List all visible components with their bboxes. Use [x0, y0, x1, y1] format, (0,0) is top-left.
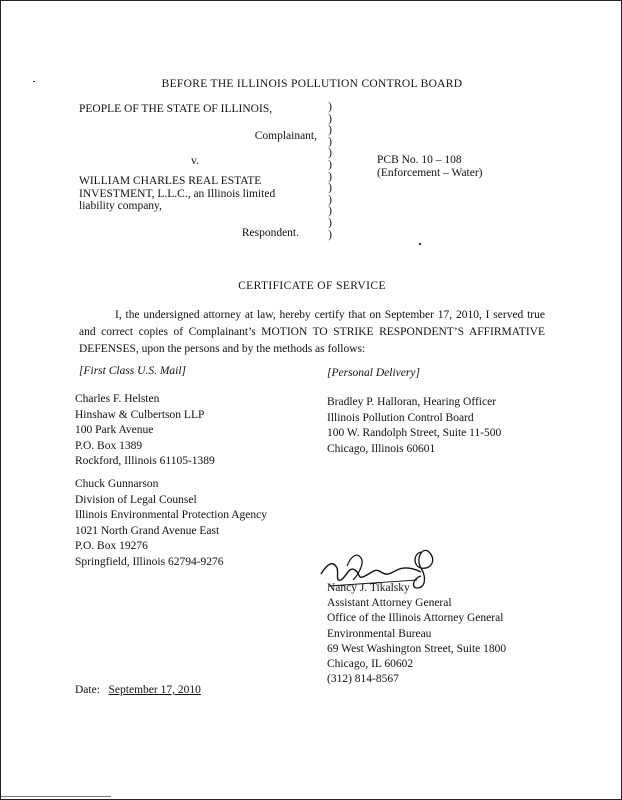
versus: v.: [191, 155, 199, 167]
date-label: Date:: [75, 684, 100, 696]
date-line: [75, 683, 201, 697]
left-service-method: [First Class U.S. Mail]: [79, 365, 187, 377]
header-title: BEFORE THE ILLINOIS POLLUTION CONTROL BOARD: [161, 78, 463, 90]
caption-parentheses: ) ) ) ) ) ) ) ) ) ) ) ): [328, 101, 332, 241]
signature-block: Nancy J. Tikalsky Assistant Attorney General Office of the Illinois Attorney General Environmental Bureau 69 West Washington Street, Suite 1800 Chicago, IL 60602 (312) 814-8567: [327, 582, 507, 686]
scan-edge-line: [1, 796, 111, 797]
certificate-heading: CERTIFICATE OF SERVICE: [238, 280, 386, 292]
scan-speck: [419, 243, 421, 245]
scan-speck: [33, 81, 35, 82]
defendant-name: WILLIAM CHARLES REAL ESTATE INVESTMENT, L.L.C., an Illinois limited liability company,: [79, 175, 276, 212]
plaintiff-name: PEOPLE OF THE STATE OF ILLINOIS,: [79, 103, 273, 115]
plaintiff-role: Complainant,: [254, 130, 317, 142]
case-type: (Enforcement – Water): [377, 167, 483, 179]
recipient-address-3: Bradley P. Halloran, Hearing Officer Illinois Pollution Control Board 100 W. Randolph Street, Suite 11-500 Chicago, Illinois 60601: [327, 396, 502, 455]
recipient-address-2: Chuck Gunnarson Division of Legal Counsel Illinois Environmental Protection Agency 1021 North Grand Avenue East P.O. Box 19276 Springfield, Illinois 62794-9276: [75, 478, 267, 568]
defendant-role: Respondent.: [241, 227, 299, 239]
certificate-body: I, the undersigned attorney at law, hereby certify that on September 17, 2010, I served true and correct copies of Complainant’s MOTION TO STRIKE RESPONDENT’S AFFIRMATIVE DEFENSES, upon the persons and by the methods as follows:: [79, 309, 545, 355]
date-value: September 17, 2010: [108, 684, 201, 696]
right-service-method: [Personal Delivery]: [327, 367, 420, 379]
recipient-address-1: Charles F. Helsten Hinshaw & Culbertson LLP 100 Park Avenue P.O. Box 1389 Rockford, Illinois 61105-1389: [75, 393, 215, 467]
case-number: PCB No. 10 – 108: [377, 154, 462, 166]
